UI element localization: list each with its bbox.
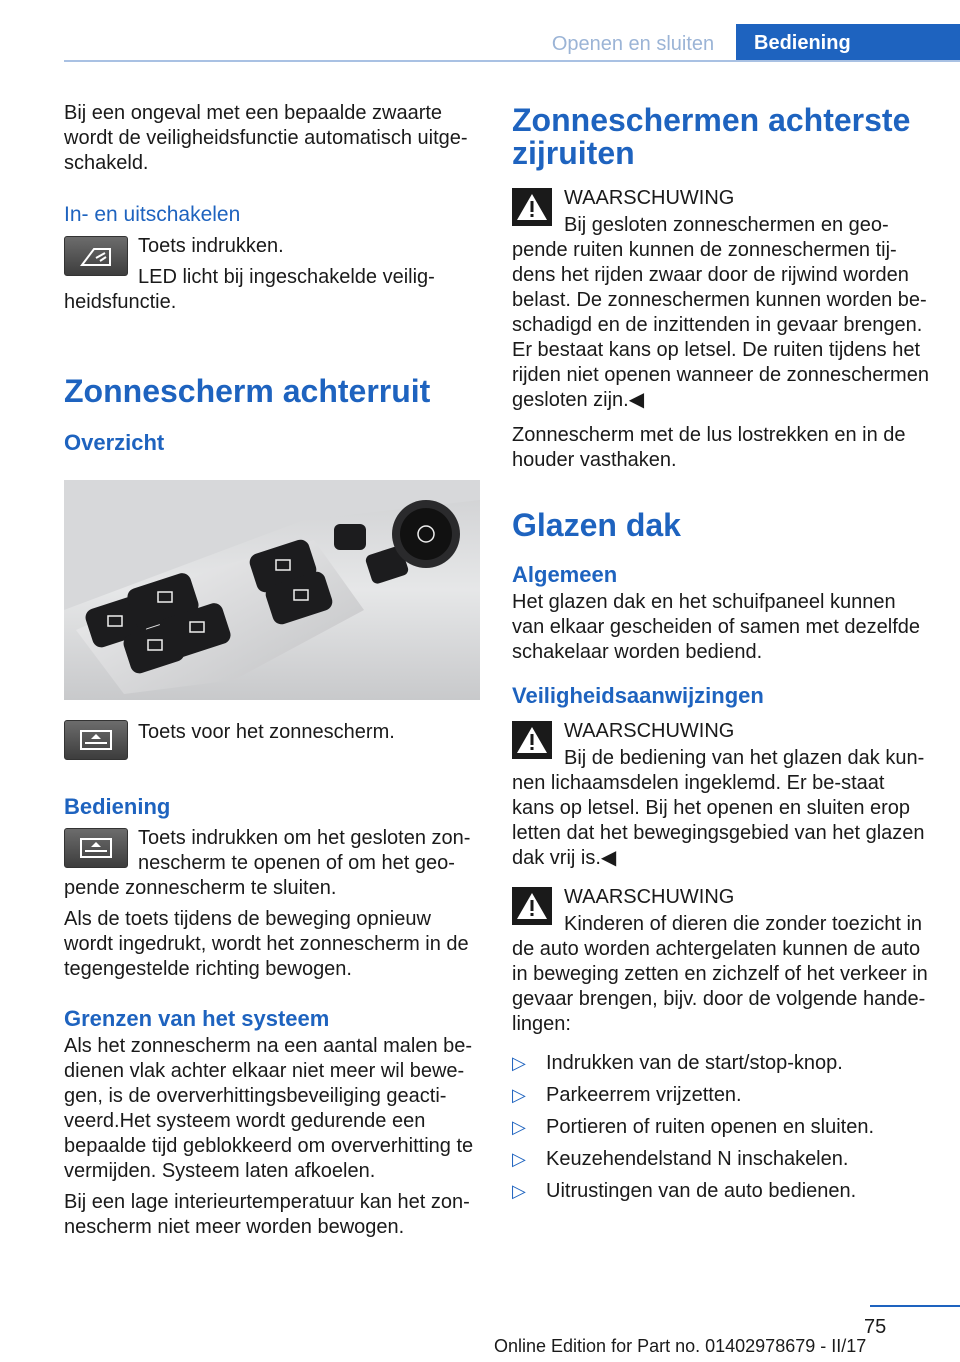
footer-rule [870, 1305, 960, 1307]
list-item: ▷ Parkeerrem vrijzetten. [512, 1084, 742, 1106]
sunblind-key-icon [64, 720, 128, 760]
header-chapter-tab: Bediening [736, 24, 960, 62]
edition-note: Online Edition for Part no. 01402978679 - II/17 [494, 1336, 867, 1356]
operation-heading: Bediening [64, 794, 171, 819]
rear-blind-heading: Zonnescherm achterruit [64, 373, 431, 409]
door-switch-photo [64, 480, 480, 700]
warning-2-title: WAARSCHUWING [564, 720, 735, 742]
list-item: ▷ Uitrustingen van de auto bedienen. [512, 1180, 857, 1202]
general-text: Het glazen dak en het schuifpaneel kunnen van elkaar gescheiden of samen met dezelfde schakelaar worden bediend. [512, 591, 921, 663]
warning-icon [512, 188, 552, 226]
bullet-triangle-icon: ▷ [512, 1117, 526, 1137]
bullet-triangle-icon: ▷ [512, 1085, 526, 1105]
overview-caption: Toets voor het zonnescherm. [138, 721, 395, 743]
safety-heading: Veiligheidsaanwijzingen [512, 683, 764, 708]
right-column [512, 104, 930, 1211]
glass-roof-heading: Glazen dak [512, 507, 681, 543]
side-blinds-heading: Zonneschermen achterste zijruiten [512, 102, 911, 171]
warning-2-text: Bij de bediening van het glazen dak kun-nen lichaamsdelen ingeklemd. Er be-staat kans op letsel. Bij het openen en sluiten erop letten dat het bewegingsgebied van het glazen dak vrij is.◀ [512, 747, 925, 869]
warning-icon [512, 721, 552, 759]
warning-1-title: WAARSCHUWING [564, 187, 735, 209]
warning-icon [512, 887, 552, 925]
list-item: ▷ Portieren of ruiten openen en sluiten. [512, 1116, 874, 1138]
limits-heading: Grenzen van het systeem [64, 1006, 330, 1031]
sunblind-key-icon-2 [64, 828, 128, 868]
intro-paragraph: Bij een ongeval met een bepaalde zwaarte wordt de veiligheidsfunctie automatisch uitge-schakeld. [64, 102, 468, 174]
warning-3-title: WAARSCHUWING [564, 886, 735, 908]
left-column-bottom [64, 718, 482, 1240]
warning-1-text: Bij gesloten zonneschermen en geo-pende ruiten kunnen de zonneschermen tij-dens het rijden zwaar door de rijwind worden belast. De zonneschermen kunnen worden be-schadigd en de inzittenden in gevaar brengen. Er bestaat kans op letsel. De ruiten tijdens het rijden niet openen wanneer de zonneschermen gesloten zijn.◀ [512, 214, 929, 411]
limits-text-2: Bij een lage interieurtemperatuur kan het zon-nescherm niet meer worden bewogen. [64, 1191, 470, 1238]
switch-heading: In- en uitschakelen [64, 203, 241, 226]
header-rule [64, 60, 960, 62]
side-blinds-text: Zonnescherm met de lus lostrekken en in de houder vasthaken. [512, 424, 906, 471]
operation-text: Toets indrukken om het gesloten zon-nescherm te openen of om het geo-pende zonnescherm te sluiten. [64, 827, 471, 899]
switch-step-1: Toets indrukken. [138, 235, 284, 257]
list-item: ▷ Keuzehendelstand N inschakelen. [512, 1148, 849, 1170]
overview-heading: Overzicht [64, 430, 165, 455]
general-heading: Algemeen [512, 562, 618, 587]
header-section-tab: Openen en sluiten [551, 33, 715, 55]
warning-3-text: Kinderen of dieren die zonder toezicht in de auto worden achtergelaten kunnen de auto in beweging zetten en zichzelf of het verkeer in gevaar brengen, bijv. door de volgende hande-lingen: [512, 913, 928, 1035]
list-item: ▷ Indrukken van de start/stop-knop. [512, 1052, 843, 1074]
safety-key-icon [64, 236, 128, 276]
operation-text-2: Als de toets tijdens de beweging opnieuw wordt ingedrukt, wordt het zonnescherm in de tegengestelde richting bewogen. [64, 908, 469, 980]
left-column-top [64, 101, 482, 456]
limits-text: Als het zonnescherm na een aantal malen be-dienen vlak achter elkaar niet meer wil bewe-gen, is de oververhittingsbeveiliging geacti-veerd.Het systeem wordt gedurende een bepaalde tijd geblokkeerd om oververhitting te vermijden. Systeem laten afkoelen. [64, 1035, 474, 1182]
bullet-triangle-icon: ▷ [512, 1053, 526, 1073]
bullet-triangle-icon: ▷ [512, 1181, 526, 1201]
page-number: 75 [864, 1316, 887, 1338]
switch-step-2: LED licht bij ingeschakelde veilig-heidsfunctie. [64, 266, 435, 313]
actions-list [512, 1051, 930, 1204]
bullet-triangle-icon: ▷ [512, 1149, 526, 1169]
